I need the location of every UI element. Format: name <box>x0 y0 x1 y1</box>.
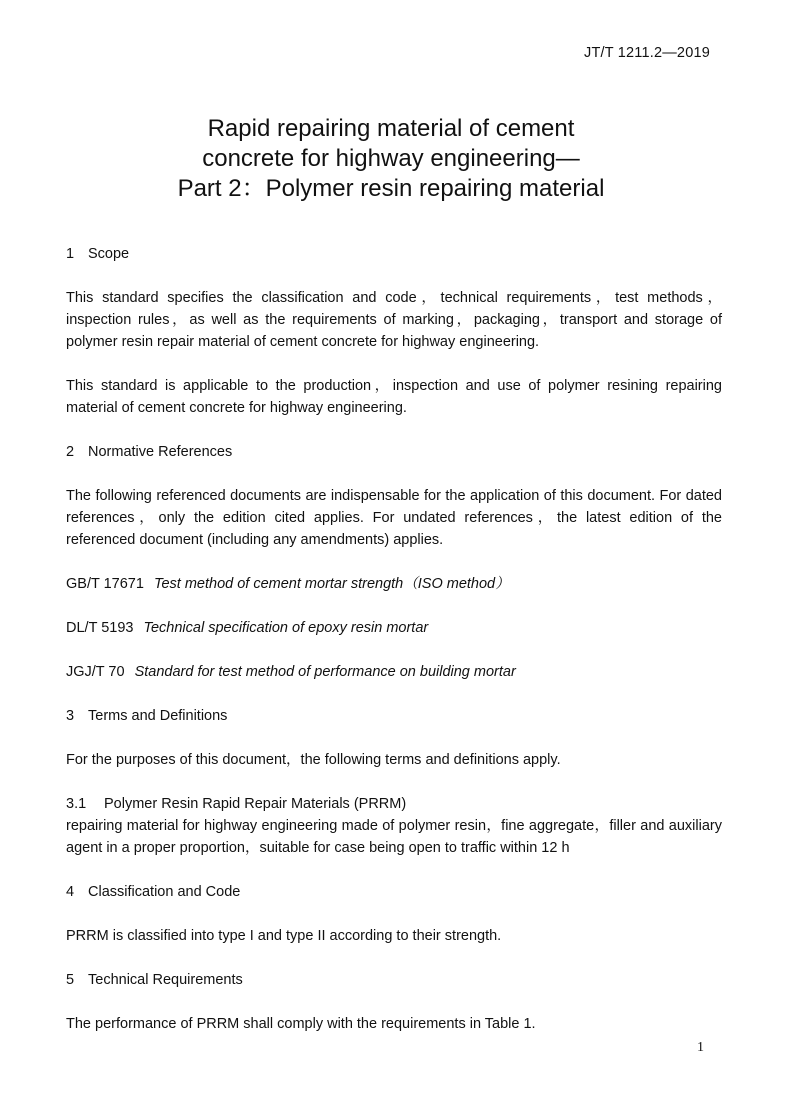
section-title: Technical Requirements <box>88 972 243 988</box>
scope-paragraph-2: This standard is applicable to the production，inspection and use of polymer resining repairing material of cement concrete for highway engineering. <box>66 378 722 416</box>
section-number: 1 <box>66 246 75 262</box>
classification-paragraph: PRRM is classified into type I and type II according to their strength. <box>66 928 502 944</box>
section-number: 3 <box>66 708 75 724</box>
technical-paragraph: The performance of PRRM shall comply with the requirements in Table 1. <box>66 1016 536 1032</box>
references-paragraph: The following referenced documents are indispensable for the application of this document. For dated references，only the edition cited applies. For undated references，the latest edition of the referenced document (including any amendments) applies. <box>66 488 722 548</box>
standard-code: JT/T 1211.2—2019 <box>584 45 710 61</box>
document-title <box>0 114 782 204</box>
section-1-heading <box>66 243 722 265</box>
reference-item <box>66 573 722 595</box>
subsection-3-1-heading <box>66 793 722 815</box>
section-3-heading <box>66 705 722 727</box>
reference-title: Test method of cement mortar strength（ISO method） <box>153 576 510 592</box>
page-number: 1 <box>697 1040 704 1055</box>
terms-paragraph: For the purposes of this document，the following terms and definitions apply. <box>66 752 561 768</box>
reference-item <box>66 661 722 683</box>
reference-title: Technical specification of epoxy resin mortar <box>143 620 429 636</box>
section-number: 2 <box>66 444 75 460</box>
reference-code: JGJ/T 70 <box>66 664 125 680</box>
section-title: Terms and Definitions <box>88 708 228 724</box>
section-number: 4 <box>66 884 75 900</box>
section-title: Classification and Code <box>88 884 241 900</box>
subsection-title: Polymer Resin Rapid Repair Materials (PRRM) <box>104 796 407 812</box>
section-4-heading <box>66 881 722 903</box>
section-5-heading <box>66 969 722 991</box>
subsection-3-1-definition: repairing material for highway engineering made of polymer resin，fine aggregate，filler and auxiliary agent in a proper proportion，suitable for case being open to traffic within 12 h <box>66 818 722 856</box>
section-title: Normative References <box>88 444 233 460</box>
title-line-1: Rapid repairing material of cement <box>207 115 575 142</box>
title-line-3: Part 2：Polymer resin repairing material <box>177 175 605 202</box>
scope-paragraph-1: This standard specifies the classification and code，technical requirements，test methods，inspection rules，as well as the requirements of marking，packaging，transport and storage of polymer resin repair material of cement concrete for highway engineering. <box>66 290 722 350</box>
section-2-heading <box>66 441 722 463</box>
section-number: 5 <box>66 972 75 988</box>
reference-title: Standard for test method of performance on building mortar <box>134 664 516 680</box>
title-line-2: concrete for highway engineering— <box>202 145 580 172</box>
reference-code: GB/T 17671 <box>66 576 144 592</box>
reference-code: DL/T 5193 <box>66 620 134 636</box>
subsection-number: 3.1 <box>66 796 87 812</box>
reference-item <box>66 617 722 639</box>
section-title: Scope <box>88 246 130 262</box>
